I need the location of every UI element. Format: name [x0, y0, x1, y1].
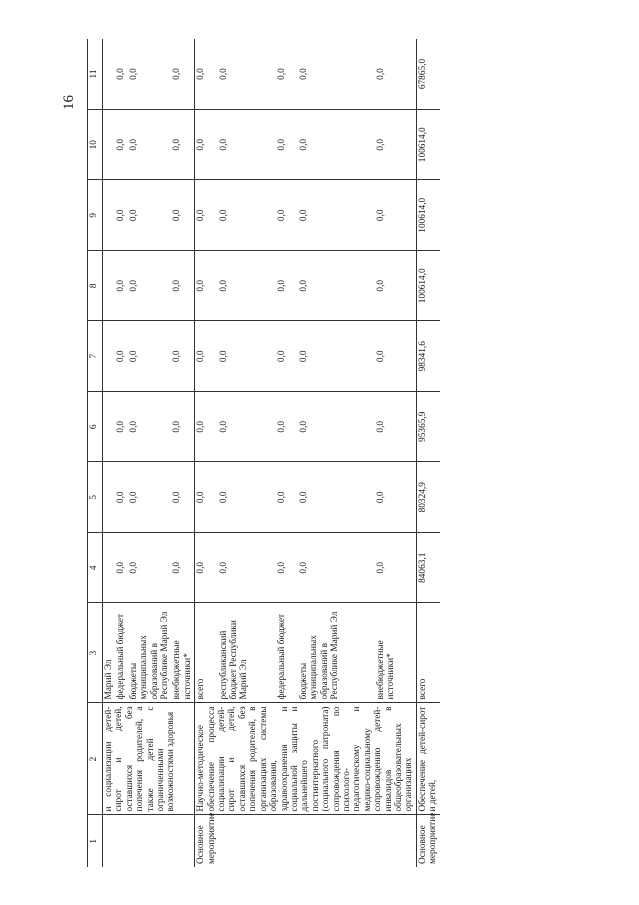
program-funding-table: [87, 39, 440, 867]
cell-value: [103, 180, 116, 251]
cell-value: 0,0: [375, 251, 416, 322]
cell-value: [103, 533, 116, 604]
cell-value: [103, 251, 116, 322]
cell-value: 0,0: [171, 251, 194, 322]
cell-event-type: [128, 815, 172, 867]
table-container: [87, 39, 549, 867]
cell-value: 0,0: [115, 462, 127, 533]
cell-value: 0,0: [128, 462, 172, 533]
cell-value: 0,0: [128, 392, 172, 463]
cell-event-type: [171, 815, 194, 867]
cell-value: 0,0: [298, 110, 375, 181]
cell-value: 0,0: [218, 321, 277, 392]
column-number: 5: [88, 462, 103, 533]
cell-value: 0,0: [195, 251, 218, 322]
cell-value: 84063,1: [416, 533, 439, 604]
cell-funding-source: всего: [416, 603, 439, 703]
cell-funding-source: Марий Эл: [103, 603, 116, 703]
cell-value: 0,0: [298, 39, 375, 110]
column-number: 1: [88, 815, 103, 867]
cell-value: 0,0: [298, 533, 375, 604]
column-number: 11: [88, 39, 103, 110]
cell-value: 0,0: [276, 39, 298, 110]
cell-value: 0,0: [128, 180, 172, 251]
cell-funding-source: внебюджетные источники*: [375, 603, 416, 703]
column-number: 10: [88, 110, 103, 181]
cell-value: 0,0: [128, 110, 172, 181]
cell-value: 98341,6: [416, 321, 439, 392]
cell-event-type: Основное мероприятие: [195, 815, 417, 867]
cell-value: 0,0: [276, 321, 298, 392]
column-number: 9: [88, 180, 103, 251]
cell-value: 0,0: [218, 39, 277, 110]
cell-funding-source: республиканский бюджет Республики Марий Эл: [218, 603, 277, 703]
cell-value: 95365,9: [416, 392, 439, 463]
cell-event-type: [103, 815, 116, 867]
cell-value: 0,0: [195, 321, 218, 392]
cell-value: 0,0: [171, 392, 194, 463]
cell-value: 0,0: [115, 533, 127, 604]
column-number: 7: [88, 321, 103, 392]
cell-value: 0,0: [195, 110, 218, 181]
cell-value: 0,0: [218, 392, 277, 463]
cell-value: 0,0: [115, 39, 127, 110]
cell-value: 0,0: [276, 251, 298, 322]
cell-value: 0,0: [298, 180, 375, 251]
cell-value: 0,0: [218, 110, 277, 181]
cell-value: 0,0: [375, 321, 416, 392]
cell-value: 0,0: [218, 180, 277, 251]
cell-value: 0,0: [195, 462, 218, 533]
cell-funding-source: бюджеты муниципальных образований в Республике Марий Эл: [128, 603, 172, 703]
table-row: [103, 39, 116, 867]
cell-funding-source: внебюджетные источники*: [171, 603, 194, 703]
column-number: 8: [88, 251, 103, 322]
cell-value: 0,0: [298, 251, 375, 322]
cell-value: 0,0: [276, 180, 298, 251]
cell-event-type: [115, 815, 127, 867]
cell-value: 0,0: [195, 533, 218, 604]
cell-value: 0,0: [171, 321, 194, 392]
cell-value: 0,0: [115, 392, 127, 463]
cell-value: 0,0: [375, 180, 416, 251]
cell-funding-source: федеральный бюджет: [115, 603, 127, 703]
page-number: 16: [61, 95, 77, 110]
cell-value: 0,0: [298, 462, 375, 533]
table-row: [416, 39, 439, 867]
cell-value: 0,0: [375, 39, 416, 110]
cell-value: 0,0: [171, 533, 194, 604]
cell-value: 0,0: [128, 251, 172, 322]
cell-value: 0,0: [115, 251, 127, 322]
cell-value: 0,0: [375, 533, 416, 604]
cell-value: 0,0: [128, 39, 172, 110]
cell-value: 0,0: [195, 180, 218, 251]
cell-value: 0,0: [195, 39, 218, 110]
cell-value: 0,0: [298, 392, 375, 463]
column-number: 2: [88, 703, 103, 815]
cell-event-name: Обеспечение детей-сирот и детей,: [416, 703, 439, 815]
cell-value: 0,0: [115, 321, 127, 392]
cell-funding-source: федеральный бюджет: [276, 603, 298, 703]
cell-value: 0,0: [218, 462, 277, 533]
cell-value: 100614,0: [416, 180, 439, 251]
cell-value: [103, 39, 116, 110]
column-number-row: [88, 39, 103, 867]
cell-value: 0,0: [276, 533, 298, 604]
cell-value: [103, 462, 116, 533]
cell-value: 0,0: [171, 180, 194, 251]
cell-value: 0,0: [171, 110, 194, 181]
cell-event-type: Основное мероприятие: [416, 815, 439, 867]
cell-value: 0,0: [218, 251, 277, 322]
table-row: [195, 39, 218, 867]
cell-value: 67865,0: [416, 39, 439, 110]
cell-funding-source: бюджеты муниципальных образований в Республике Марий Эл: [298, 603, 375, 703]
cell-event-name: Научно-методическое обеспечение процесса социализации детей-сирот и детей, оставшихся без попечения родителей, в организациях системы образования, здравоохранения и социальной защиты и дальнейшего постинтернатного (социального патроната) сопровождения по психолого-педагогическому и медико-социальному сопровождению детей-инвалидов в общеобразовательных организациях: [195, 703, 417, 815]
column-number: 4: [88, 533, 103, 604]
cell-value: 0,0: [128, 533, 172, 604]
cell-value: 0,0: [218, 533, 277, 604]
column-number: 3: [88, 603, 103, 703]
cell-value: 0,0: [375, 392, 416, 463]
cell-value: 0,0: [375, 462, 416, 533]
column-number: 6: [88, 392, 103, 463]
cell-value: [103, 110, 116, 181]
cell-value: 0,0: [115, 180, 127, 251]
cell-value: 100614,0: [416, 251, 439, 322]
cell-value: 0,0: [276, 110, 298, 181]
cell-value: 80324,9: [416, 462, 439, 533]
cell-value: 0,0: [298, 321, 375, 392]
cell-value: 0,0: [171, 462, 194, 533]
cell-value: [103, 392, 116, 463]
cell-value: 0,0: [115, 110, 127, 181]
cell-value: 100614,0: [416, 110, 439, 181]
cell-value: 0,0: [195, 392, 218, 463]
cell-value: [103, 321, 116, 392]
cell-value: 0,0: [276, 462, 298, 533]
cell-value: 0,0: [276, 392, 298, 463]
cell-value: 0,0: [171, 39, 194, 110]
cell-event-name: и социализации детей-сирот и детей, оставшихся без попечения родителей, а также детей с ограниченными возможностями здоровья: [103, 703, 195, 815]
cell-value: 0,0: [375, 110, 416, 181]
cell-value: 0,0: [128, 321, 172, 392]
cell-funding-source: всего: [195, 603, 218, 703]
